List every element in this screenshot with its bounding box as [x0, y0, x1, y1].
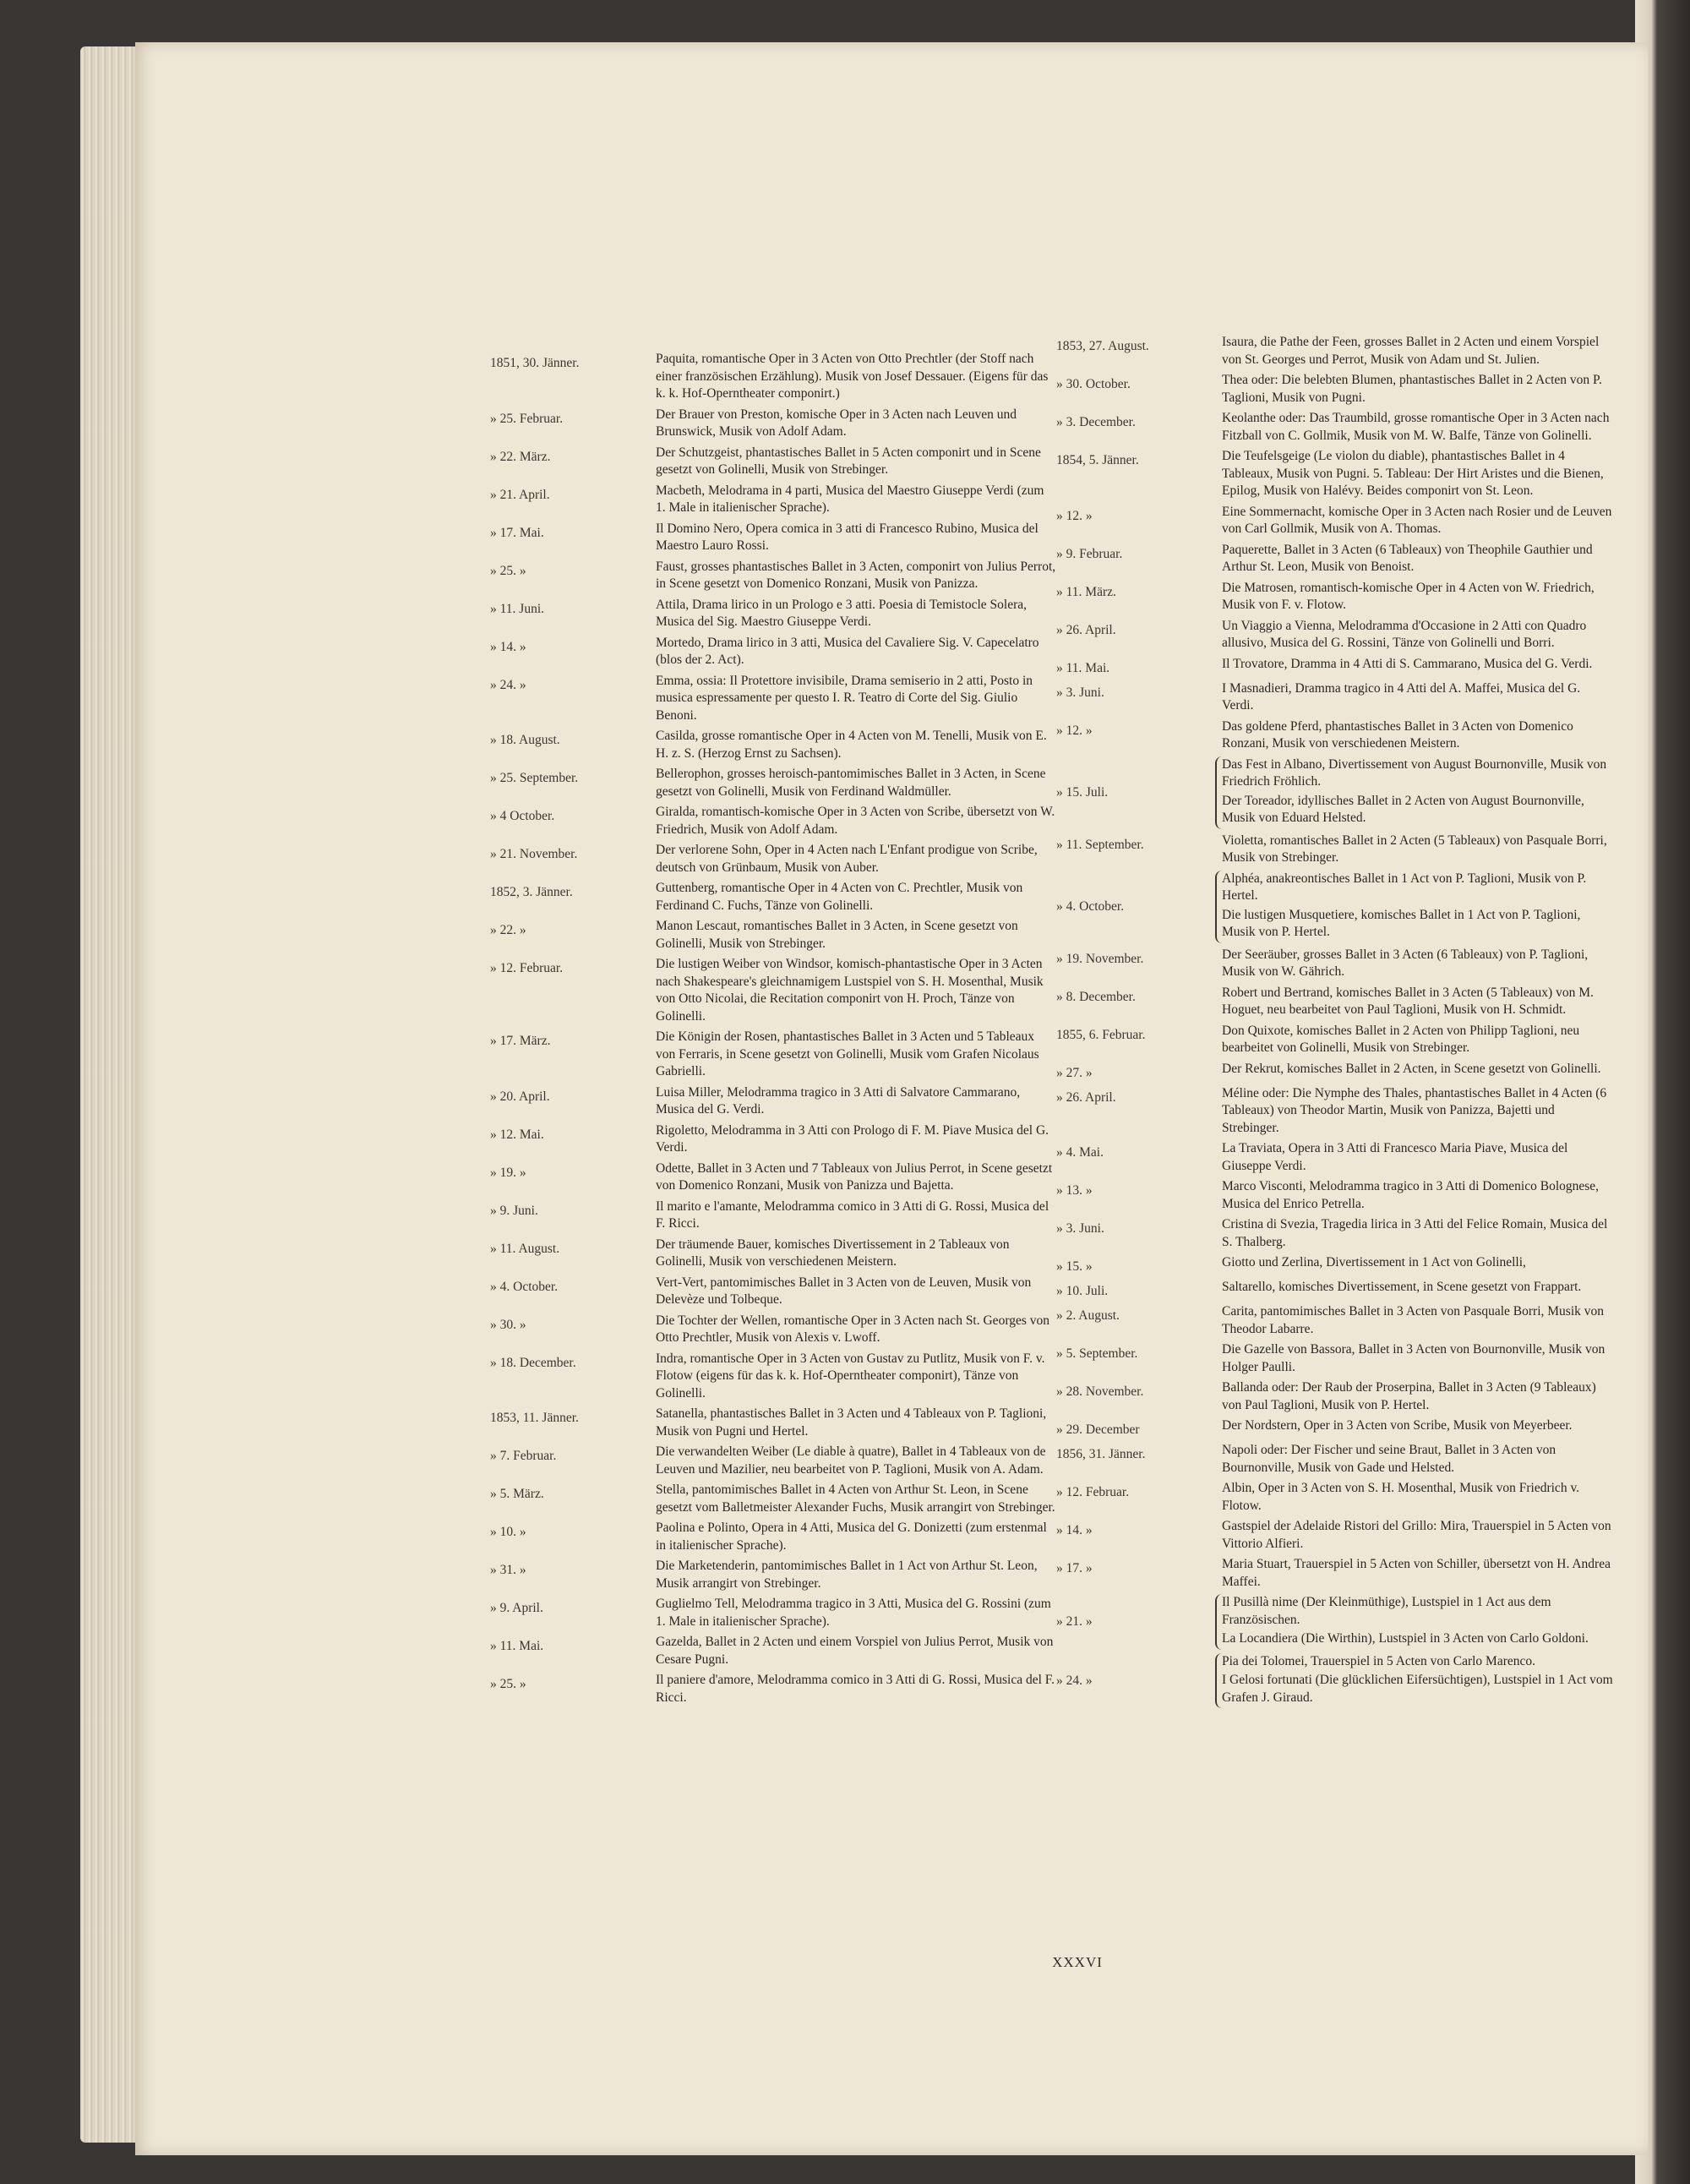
entry-date: » 26. April. — [1056, 1089, 1116, 1105]
entry-bracket — [1215, 756, 1614, 829]
entry-description: Indra, romantische Oper in 3 Acten von Gustav zu Putlitz, Musik von F. v. Flotow (eigens für das k. k. Hof-Operntheater componirt), Tänze von Golinelli. — [656, 1351, 1045, 1400]
entry-description: Das goldene Pferd, phantastisches Ballet in 3 Acten von Domenico Ronzani, Musik von verschiedenen Meistern. — [1222, 718, 1573, 751]
performance-entry — [490, 766, 1056, 800]
entry-date: » 26. April. — [1056, 622, 1116, 637]
entry-description: Cristina di Svezia, Tragedia lirica in 3 Atti del Felice Romain, Musica del S. Thalberg. — [1222, 1217, 1608, 1249]
entry-date: » 21. April. — [490, 487, 550, 502]
entry-description: Il paniere d'amore, Melodramma comico in 3 Atti di G. Rossi, Musica del F. Ricci. — [656, 1673, 1055, 1705]
entry-description: Marco Visconti, Melodramma tragico in 3 Atti di Domenico Bolognese, Musica del Enrico Petrella. — [1222, 1179, 1600, 1211]
entry-description: Der träumende Bauer, komisches Divertissement in 2 Tableaux von Golinelli, Musik von verschiedenen Meistern. — [656, 1237, 1010, 1269]
entry-date: » 11. September. — [1056, 837, 1144, 852]
grouped-entry — [1056, 871, 1614, 943]
entry-description: Vert-Vert, pantomimisches Ballet in 3 Acten von de Leuven, Musik von Delevèze und Tolbeque. — [656, 1275, 1032, 1307]
entry-date: » 11. März. — [1056, 584, 1116, 599]
entry-description: Robert und Bertrand, komisches Ballet in 3 Acten (5 Tableaux) von M. Hoguet, neu bearbeitet von Paul Taglioni, Musik von H. Schmidt. — [1222, 985, 1594, 1017]
entry-description: Il Pusillà nime (Der Kleinmüthige), Lustspiel in 1 Act aus dem Französischen. — [1222, 1595, 1551, 1627]
entry-description: Mortedo, Drama lirico in 3 atti, Musica del Cavaliere Sig. V. Capecelatro (blos der 2. Act). — [656, 635, 1039, 667]
entry-description: Guglielmo Tell, Melodramma tragico in 3 Atti, Musica del G. Rossini (zum 1. Male in italienischer Sprache). — [656, 1597, 1051, 1629]
entry-description: Keolanthe oder: Das Traumbild, grosse romantische Oper in 3 Acten nach Fitzball von C. Gollmik, Musik von M. W. Balfe, Tänze von Golinelli. — [1222, 411, 1610, 443]
performance-entry — [1056, 580, 1614, 614]
entry-description: Bellerophon, grosses heroisch-pantomimisches Ballet in 3 Acten, in Scene gesetzt von Golinelli, Musik von Ferdinand Waldmüller. — [656, 767, 1046, 799]
entry-date: » 30. » — [490, 1317, 526, 1332]
performance-entry — [1056, 1178, 1614, 1213]
performance-entry — [1056, 1341, 1614, 1376]
entry-description: Napoli oder: Der Fischer und seine Braut, Ballet in 3 Acten von Bournonville, Musik von Gade und Helsted. — [1222, 1443, 1556, 1475]
performance-entry — [490, 918, 1056, 953]
entry-description: Thea oder: Die belebten Blumen, phantastisches Ballet in 2 Acten von P. Taglioni, Musik von Pugni. — [1222, 373, 1602, 405]
performance-entry — [1056, 1279, 1614, 1300]
entry-date: » 21. » — [1056, 1614, 1093, 1630]
performance-entry — [490, 1596, 1056, 1630]
entry-description: Ballanda oder: Der Raub der Proserpina, Ballet in 3 Acten (9 Tableaux) von Paul Taglioni, Musik von P. Hertel. — [1222, 1380, 1596, 1412]
entry-description: Paquita, romantische Oper in 3 Acten von Otto Prechtler (der Stoff nach einer französischen Erzählung). Musik von Josef Dessauer. (Eigens für das k. k. Hof-Operntheater componirt.) — [656, 352, 1049, 401]
entry-date: » 3. December. — [1056, 415, 1136, 429]
entry-description: Stella, pantomimisches Ballet in 4 Acten von Arthur St. Leon, in Scene gesetzt vom Balletmeister Alexander Fuchs, Musik arrangirt von Strebinger. — [656, 1482, 1055, 1515]
entry-description: Paquerette, Ballet in 3 Acten (6 Tableaux) von Theophile Gauthier und Arthur St. Leon, Musik von Benoist. — [1222, 542, 1593, 574]
entry-date: » 7. Februar. — [490, 1449, 557, 1463]
performance-entry — [490, 1520, 1056, 1554]
entry-description: Die lustigen Weiber von Windsor, komisch-phantastische Oper in 3 Acten nach Shakespeare's gleichnamigem Lustspiel von S. H. Mosenthal, Musik von Otto Nicolai, die Recitation componirt von H. Proch, Tänze von Golinelli. — [656, 957, 1044, 1024]
performance-entry — [490, 1558, 1056, 1592]
entry-description: Satanella, phantastisches Ballet in 3 Acten und 4 Tableaux von P. Taglioni, Musik von Pugni und Hertel. — [656, 1406, 1047, 1439]
entry-bracket — [1215, 871, 1614, 943]
entry-description: Der Seeräuber, grosses Ballet in 3 Acten (6 Tableaux) von P. Taglioni, Musik von W. Gährich. — [1222, 947, 1589, 979]
entry-description: Odette, Ballet in 3 Acten und 7 Tableaux von Julius Perrot, in Scene gesetzt von Domenico Ronzani, Musik von Panizza und Bajetta. — [656, 1160, 1053, 1193]
entry-description: Casilda, grosse romantische Oper in 4 Acten von M. Tenelli, Musik von E. H. z. S. (Herzog Ernst zu Sachsen). — [656, 729, 1047, 761]
performance-entry — [490, 956, 1056, 1025]
performance-entry — [490, 407, 1056, 441]
performance-entry — [490, 728, 1056, 762]
performance-entry — [1056, 1379, 1614, 1414]
entry-date: » 18. August. — [490, 733, 560, 747]
performance-entry — [1056, 1254, 1614, 1275]
grouped-entry — [1056, 756, 1614, 829]
entry-date: » 12. » — [1056, 508, 1093, 523]
entry-description: La Traviata, Opera in 3 Atti di Francesco Maria Piave, Musica del Giuseppe Verdi. — [1222, 1141, 1568, 1173]
entry-description: Der Toreador, idyllisches Ballet in 2 Acten von August Bournonville, Musik von Eduard Helsted. — [1222, 793, 1584, 825]
entry-date: » 19. » — [490, 1165, 526, 1180]
entry-date: » 24. » — [490, 677, 526, 692]
performance-entry — [1056, 985, 1614, 1019]
entry-date: 1853, 11. Jänner. — [490, 1411, 579, 1425]
entry-date: » 14. » — [1056, 1523, 1093, 1537]
entry-date: 1856, 31. Jänner. — [1056, 1447, 1146, 1461]
grouped-entry — [1056, 1594, 1614, 1650]
entry-date: » 20. April. — [490, 1089, 550, 1104]
entry-description: Die Tochter der Wellen, romantische Oper in 3 Acten nach St. Georges von Otto Prechtler, Musik von Alexis v. Lwoff. — [656, 1313, 1049, 1345]
entry-description: Saltarello, komisches Divertissement, in Scene gesetzt von Frappart. — [1222, 1280, 1582, 1294]
performance-entry — [490, 1275, 1056, 1309]
entry-date: » 18. December. — [490, 1355, 576, 1370]
performance-entry — [1056, 334, 1614, 369]
entry-description: Der Brauer von Preston, komische Oper in 3 Acten nach Leuven und Brunswick, Musik von Adolf Adam. — [656, 407, 1017, 439]
performance-entry — [490, 351, 1056, 403]
performance-entry — [1056, 1303, 1614, 1338]
entry-description: I Masnadieri, Dramma tragico in 4 Atti del A. Maffei, Musica del G. Verdi. — [1222, 680, 1581, 713]
entry-date: » 25. Februar. — [490, 411, 564, 426]
performance-entry — [1056, 1216, 1614, 1251]
entry-date: » 11. August. — [490, 1241, 560, 1256]
entry-date: » 11. Mai. — [1056, 660, 1110, 675]
performance-entry — [1056, 1442, 1614, 1477]
entry-date: » 14. » — [490, 639, 526, 654]
entry-date: » 17. Mai. — [490, 525, 544, 540]
entry-description: Die lustigen Musquetiere, komisches Ballet in 1 Act von P. Taglioni, Musik von P. Hertel. — [1222, 907, 1581, 939]
entry-date: » 15. Juli. — [1056, 785, 1109, 800]
performance-entry — [490, 673, 1056, 725]
performance-entry — [1056, 1061, 1614, 1082]
entry-description: Alphéa, anakreontisches Ballet in 1 Act von P. Taglioni, Musik von P. Hertel. — [1222, 871, 1587, 903]
entry-date: » 9. Februar. — [1056, 546, 1123, 561]
performance-entry — [1056, 1417, 1614, 1439]
entry-date: » 17. März. — [490, 1034, 551, 1048]
performance-entry — [490, 1160, 1056, 1195]
performance-entry — [1056, 1023, 1614, 1057]
entry-description: Méline oder: Die Nymphe des Thales, phantastisches Ballet in 4 Acten (6 Tableaux) von Theodor Martin, Musik von Panizza, Bajetti und Strebinger. — [1222, 1085, 1607, 1135]
entry-description: Die Königin der Rosen, phantastisches Ballet in 3 Acten und 5 Tableaux von Ferraris, in Scene gesetzt von Golinelli, Musik vom Grafen Nicolaus Gabrielli. — [656, 1029, 1039, 1078]
performance-entry — [490, 445, 1056, 479]
entry-description: Maria Stuart, Trauerspiel in 5 Acten von Schiller, übersetzt von H. Andrea Maffei. — [1222, 1557, 1611, 1589]
entry-date: » 10. Juli. — [1056, 1284, 1109, 1298]
entry-description: Paolina e Polinto, Opera in 4 Atti, Musica del G. Donizetti (zum erstenmal in italienischer Sprache). — [656, 1521, 1047, 1553]
entry-date: » 2. August. — [1056, 1308, 1120, 1323]
performance-entry — [1056, 618, 1614, 652]
entry-date: 1852, 3. Jänner. — [490, 885, 573, 899]
entry-date: » 3. Juni. — [1056, 1221, 1104, 1236]
performance-entry — [1056, 542, 1614, 576]
entry-date: » 12. Mai. — [490, 1127, 544, 1142]
entry-date: » 4. Mai. — [1056, 1145, 1104, 1160]
performance-entry — [1056, 1518, 1614, 1553]
entry-description: Die Marketenderin, pantomimisches Ballet in 1 Act von Arthur St. Leon, Musik arrangirt von Strebinger. — [656, 1559, 1038, 1591]
performance-entry — [1056, 410, 1614, 445]
entry-date: » 22. » — [490, 923, 526, 937]
performance-entry — [490, 1444, 1056, 1478]
performance-entry — [490, 1237, 1056, 1271]
entry-date: 1855, 6. Februar. — [1056, 1027, 1146, 1042]
entry-description: Die Matrosen, romantisch-komische Oper in 4 Acten von W. Friedrich, Musik von F. v. Flotow. — [1222, 580, 1595, 612]
performance-entry — [1056, 833, 1614, 867]
entry-description: Giralda, romantisch-komische Oper in 3 Acten von Scribe, übersetzt von W. Friedrich, Musik von Adolf Adam. — [656, 805, 1055, 837]
performance-entry — [1056, 504, 1614, 538]
entry-description: Die Teufelsgeige (Le violon du diable), phantastisches Ballet in 4 Tableaux, Musik von Pugni. 5. Tableau: Der Hirt Aristes und die Bienen, Epilog, Musik von Halévy. Beides componirt von St. Leon. — [1222, 449, 1604, 498]
entry-description: Un Viaggio a Vienna, Melodramma d'Occasione in 2 Atti con Quadro allusivo, Musica del G. Rossini, Tänze von Golinelli und Borri. — [1222, 618, 1587, 650]
entry-description: Gazelda, Ballet in 2 Acten und einem Vorspiel von Julius Perrot, Musik von Cesare Pugni. — [656, 1635, 1054, 1667]
entry-description: Il Trovatore, Dramma in 4 Atti di S. Cammarano, Musica del G. Verdi. — [1222, 656, 1593, 671]
performance-entry — [1056, 1140, 1614, 1175]
entry-date: » 9. April. — [490, 1601, 543, 1615]
performance-entry — [490, 597, 1056, 631]
entry-description: Die Gazelle von Bassora, Ballet in 3 Acten von Bournonville, Musik von Holger Paulli. — [1222, 1342, 1606, 1374]
performance-entry — [1056, 718, 1614, 753]
entry-date: » 25. September. — [490, 771, 579, 785]
entry-date: » 31. » — [490, 1563, 526, 1577]
performance-entry — [490, 1029, 1056, 1081]
entry-date: » 21. November. — [490, 847, 578, 861]
performance-entry — [1056, 1556, 1614, 1591]
entry-description: Il marito e l'amante, Melodramma comico in 3 Atti di G. Rossi, Musica del F. Ricci. — [656, 1198, 1049, 1231]
entry-date: » 11. Mai. — [490, 1639, 544, 1653]
performance-entry — [1056, 448, 1614, 500]
entry-bracket — [1215, 1594, 1614, 1650]
performance-entry — [490, 635, 1056, 669]
entry-date: » 25. » — [490, 1677, 526, 1691]
entry-date: » 5. September. — [1056, 1346, 1138, 1361]
entry-date: » 12. » — [1056, 723, 1093, 738]
entry-date: » 8. December. — [1056, 989, 1136, 1004]
entry-description: Manon Lescaut, romantisches Ballet in 3 Acten, in Scene gesetzt von Golinelli, Musik von Strebinger. — [656, 919, 1018, 951]
entry-date: » 27. » — [1056, 1065, 1093, 1080]
entry-date: » 10. » — [490, 1525, 526, 1539]
performance-entry — [1056, 372, 1614, 407]
performance-entry — [490, 559, 1056, 593]
entry-description: Der verlorene Sohn, Oper in 4 Acten nach L'Enfant prodigue von Scribe, deutsch von Grünbaum, Musik von Auber. — [656, 843, 1038, 875]
entry-date: » 12. Februar. — [1056, 1485, 1130, 1499]
entry-description: Guttenberg, romantische Oper in 4 Acten von C. Prechtler, Musik von Ferdinand C. Fuchs, Tänze von Golinelli. — [656, 881, 1023, 913]
entry-date: » 30. October. — [1056, 377, 1131, 391]
entry-description: Emma, ossia: Il Protettore invisibile, Drama semiserio in 2 atti, Posto in musica espressamente per questo I. R. Teatro di Corte del Sig. Giulio Benoni. — [656, 673, 1033, 723]
page-number: XXXVI — [1052, 1954, 1103, 1970]
entry-description: Violetta, romantisches Ballet in 2 Acten (5 Tableaux) von Pasquale Borri, Musik von Strebinger. — [1222, 833, 1607, 865]
entry-description: Faust, grosses phantastisches Ballet in 3 Acten, componirt von Julius Perrot, in Scene gesetzt von Domenico Ronzani, Musik von Panizza. — [656, 559, 1056, 591]
document-page — [135, 42, 1648, 2155]
entry-description: La Locandiera (Die Wirthin), Lustspiel in 3 Acten von Carlo Goldoni. — [1222, 1631, 1589, 1646]
entry-description: Luisa Miller, Melodramma tragico in 3 Atti di Salvatore Cammarano, Musica del G. Verdi. — [656, 1084, 1021, 1117]
right-column — [1056, 334, 1614, 1712]
entry-date: » 9. Juni. — [490, 1203, 538, 1218]
performance-entry — [1056, 1480, 1614, 1515]
performance-entry — [490, 1313, 1056, 1347]
entry-bracket — [1215, 1653, 1614, 1709]
entry-description: Albin, Oper in 3 Acten von S. H. Mosenthal, Musik von Friedrich v. Flotow. — [1222, 1481, 1580, 1513]
entry-description: Eine Sommernacht, komische Oper in 3 Acten nach Rosier und de Leuven von Carl Gollmik, Musik von A. Thomas. — [1222, 504, 1612, 536]
performance-entry — [490, 1122, 1056, 1157]
entry-date: » 19. November. — [1056, 951, 1144, 966]
performance-entry — [490, 1351, 1056, 1403]
entry-description: Macbeth, Melodrama in 4 parti, Musica del Maestro Giuseppe Verdi (zum 1. Male in italienischer Sprache). — [656, 483, 1044, 515]
entry-description: Der Rekrut, komisches Ballet in 2 Acten, in Scene gesetzt von Golinelli. — [1222, 1061, 1601, 1076]
entry-date: » 22. März. — [490, 449, 551, 464]
performance-entry — [490, 1406, 1056, 1440]
entry-description: Attila, Drama lirico in un Prologo e 3 atti. Poesia di Temistocle Solera, Musica del Sig. Maestro Giuseppe Verdi. — [656, 597, 1028, 629]
performance-entry — [1056, 947, 1614, 981]
entry-date: » 11. Juni. — [490, 601, 545, 616]
performance-entry — [490, 521, 1056, 555]
performance-entry — [490, 1198, 1056, 1233]
performance-entry — [490, 483, 1056, 517]
entry-date: » 25. » — [490, 563, 526, 578]
entry-date: » 29. December — [1056, 1422, 1140, 1437]
performance-entry — [490, 1672, 1056, 1706]
entry-date: 1853, 27. August. — [1056, 339, 1149, 353]
entry-description: Der Nordstern, Oper in 3 Acten von Scribe, Musik von Meyerbeer. — [1222, 1418, 1573, 1433]
entry-description: Gastspiel der Adelaide Ristori del Grillo: Mira, Trauerspiel in 5 Acten von Vittorio Alfieri. — [1222, 1519, 1611, 1551]
entry-date: » 28. November. — [1056, 1384, 1144, 1399]
entry-date: 1854, 5. Jänner. — [1056, 453, 1139, 467]
entry-description: Der Schutzgeist, phantastisches Ballet in 5 Acten componirt und in Scene gesetzt von Golinelli, Musik von Strebinger. — [656, 445, 1041, 477]
entry-date: » 24. » — [1056, 1673, 1093, 1688]
entry-date: » 4 October. — [490, 809, 555, 823]
left-column — [490, 351, 1056, 1710]
entry-date: » 15. » — [1056, 1259, 1093, 1274]
entry-description: Isaura, die Pathe der Feen, grosses Ballet in 2 Acten und einem Vorspiel von St. Georges und Perrot, Musik von Adam und St. Julien. — [1222, 335, 1600, 367]
performance-entry — [1056, 680, 1614, 715]
entry-date: » 3. Juni. — [1056, 685, 1104, 700]
entry-description: Rigoletto, Melodramma in 3 Atti con Prologo di F. M. Piave Musica del G. Verdi. — [656, 1122, 1049, 1155]
performance-entry — [490, 1084, 1056, 1119]
entry-date: 1851, 30. Jänner. — [490, 356, 580, 370]
entry-date: » 4. October. — [490, 1279, 559, 1294]
entry-description: I Gelosi fortunati (Die glücklichen Eifersüchtigen), Lustspiel in 1 Act vom Grafen J. Giraud. — [1222, 1673, 1613, 1705]
performance-entry — [490, 1634, 1056, 1668]
entry-description: Il Domino Nero, Opera comica in 3 atti di Francesco Rubino, Musica del Maestro Lauro Rossi. — [656, 521, 1039, 553]
entry-date: » 4. October. — [1056, 899, 1125, 914]
entry-description: Giotto und Zerlina, Divertissement in 1 Act von Golinelli, — [1222, 1255, 1526, 1269]
entry-date: » 17. » — [1056, 1561, 1093, 1575]
performance-entry — [490, 804, 1056, 838]
grouped-entry — [1056, 1653, 1614, 1709]
entry-description: Pia dei Tolomei, Trauerspiel in 5 Acten von Carlo Marenco. — [1222, 1653, 1536, 1668]
entry-description: Don Quixote, komisches Ballet in 2 Acten von Philipp Taglioni, neu bearbeitet von Golinelli, Musik von Strebinger. — [1222, 1023, 1580, 1055]
entry-description: Carita, pantomimisches Ballet in 3 Acten von Pasquale Borri, Musik von Theodor Labarre. — [1222, 1304, 1605, 1336]
entry-description: Die verwandelten Weiber (Le diable à quatre), Ballet in 4 Tableaux von de Leuven und Mazilier, neu bearbeitet von P. Taglioni, Musik von A. Adam. — [656, 1444, 1046, 1477]
performance-entry — [1056, 656, 1614, 677]
performance-entry — [1056, 1085, 1614, 1138]
entry-date: » 13. » — [1056, 1183, 1093, 1198]
performance-entry — [490, 842, 1056, 876]
entry-description: Das Fest in Albano, Divertissement von August Bournonville, Musik von Friedrich Fröhlich. — [1222, 756, 1607, 789]
entry-date: » 12. Februar. — [490, 961, 564, 975]
performance-entry — [490, 880, 1056, 915]
performance-entry — [490, 1482, 1056, 1516]
entry-date: » 5. März. — [490, 1487, 544, 1501]
